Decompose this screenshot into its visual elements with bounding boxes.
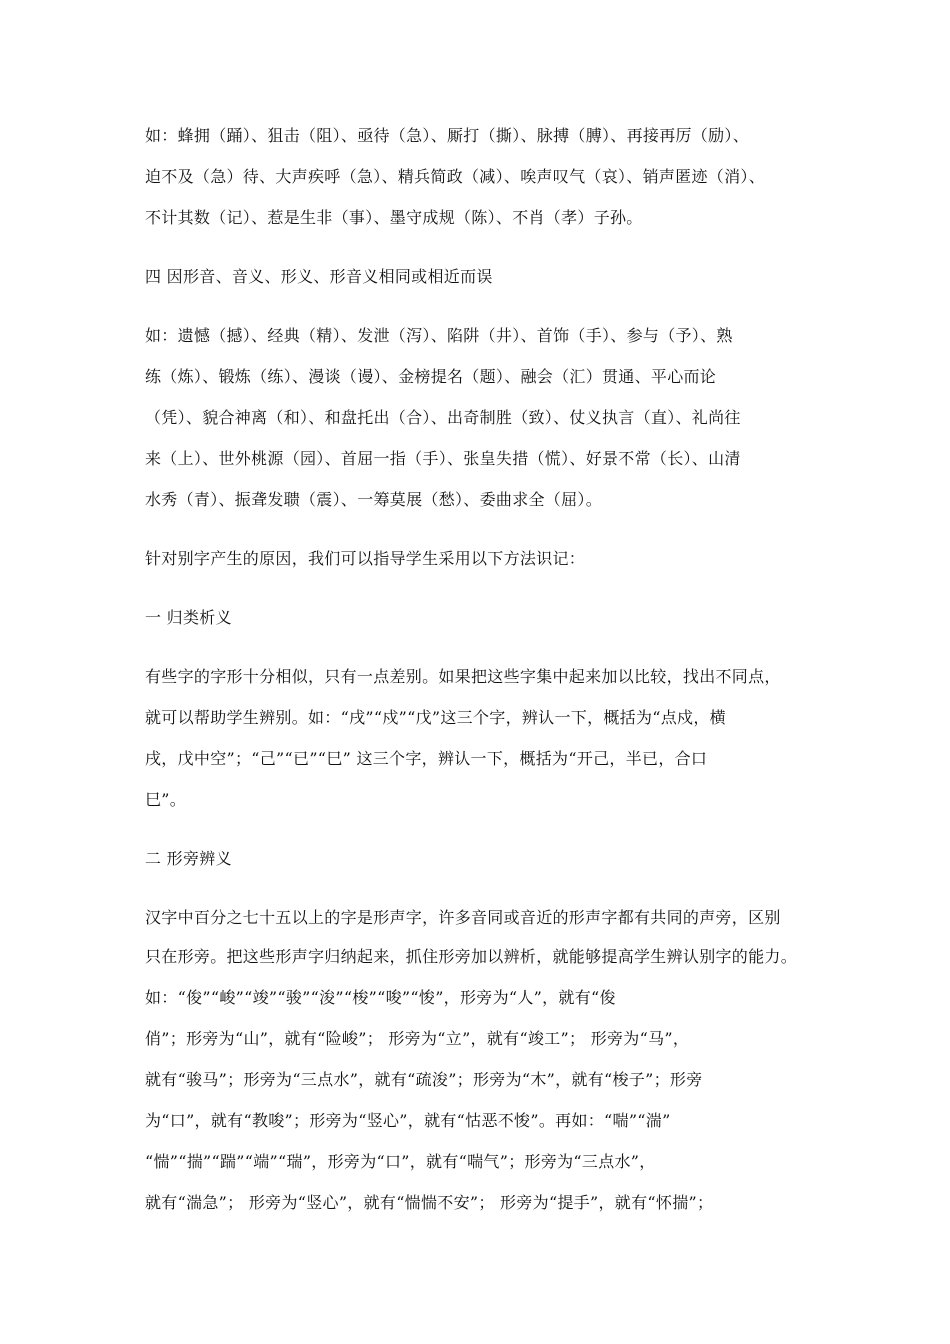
text-line: “惴”“揣”“踹”“端”“瑞”，形旁为“口”，就有“喘气”；形旁为“三点水”， xyxy=(145,1152,656,1171)
text-line: 不计其数（记）、惹是生非（事）、墨守成规（陈）、不肖（孝）子孙。 xyxy=(145,208,643,227)
text-line: （凭）、貌合神离（和）、和盘托出（合）、出奇制胜（致）、仗义执言（直）、礼尚往 xyxy=(145,408,741,427)
text-line: 有些字的字形十分相似，只有一点差别。如果把这些字集中起来加以比较，找出不同点， xyxy=(145,667,781,686)
text-line: 只在形旁。把这些形声字归纳起来，抓住形旁加以辨析，就能够提高学生辨认别字的能力。 xyxy=(145,947,798,966)
text-line: 如：“俊”“峻”“竣”“骏”“浚”“梭”“唆”“悛”，形旁为“人”，就有“俊 xyxy=(145,988,616,1007)
text-line: 就有“骏马”；形旁为“三点水”，就有“疏浚”；形旁为“木”，就有“梭子”；形旁 xyxy=(145,1070,703,1089)
section-heading: 一 归类析义 xyxy=(145,608,232,627)
text-line: 如：遗憾（撼）、经典（精）、发泄（泻）、陷阱（井）、首饰（手）、参与（予）、熟 xyxy=(145,326,733,345)
section-heading: 二 形旁辨义 xyxy=(145,849,232,868)
text-line: 戌，戊中空”；“己”“已”“巳” 这三个字，辨认一下，概括为“开己，半已，合口 xyxy=(145,749,708,768)
text-line: 为“口”，就有“教唆”；形旁为“竖心”，就有“怙恶不悛”。再如：“喘”“湍” xyxy=(145,1111,671,1130)
text-line: 来（上）、世外桃源（园）、首屈一指（手）、张皇失措（慌）、好景不常（长）、山清 xyxy=(145,449,741,468)
section-heading: 四 因形音、音义、形义、形音义相同或相近而误 xyxy=(145,267,493,286)
text-line: 巳”。 xyxy=(145,790,187,809)
text-line: 如：蜂拥（踊）、狙击（阻）、亟待（急）、厮打（撕）、脉搏（膊）、再接再厉（励）、 xyxy=(145,126,750,145)
text-line: 水秀（青）、振聋发聩（震）、一筹莫展（愁）、委曲求全（屈）。 xyxy=(145,490,603,509)
text-line: 练（炼）、锻炼（练）、漫谈（谩）、金榜提名（题）、融会（汇）贯通、平心而论 xyxy=(145,367,717,386)
text-line: 汉字中百分之七十五以上的字是形声字，许多音同或音近的形声字都有共同的声旁，区别 xyxy=(145,908,781,927)
text-line: 迫不及（急）待、大声疾呼（急）、精兵简政（减）、唉声叹气（哀）、销声匿迹（消）、 xyxy=(145,167,766,186)
text-line: 就有“湍急”； 形旁为“竖心”，就有“惴惴不安”； 形旁为“提手”，就有“怀揣”； xyxy=(145,1193,714,1212)
text-line: 就可以帮助学生辨别。如：“戌”“戍”“戊”这三个字，辨认一下，概括为“点戍，横 xyxy=(145,708,726,727)
text-line: 针对别字产生的原因，我们可以指导学生采用以下方法识记： xyxy=(145,549,586,568)
text-line: 俏”；形旁为“山”，就有“险峻”； 形旁为“立”，就有“竣工”； 形旁为“马”， xyxy=(145,1029,690,1048)
